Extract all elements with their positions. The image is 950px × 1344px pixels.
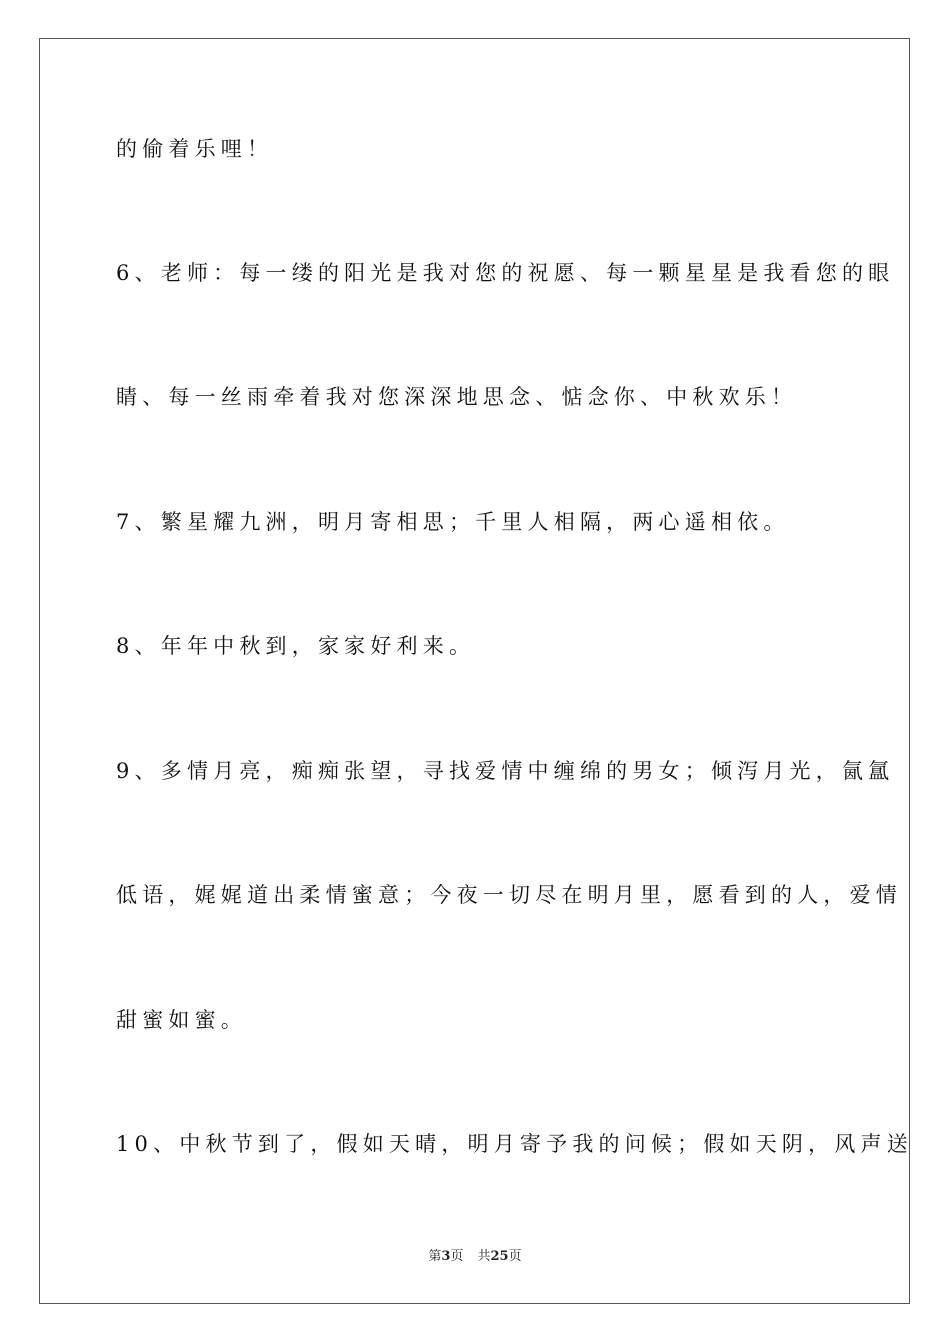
page-footer <box>0 1249 950 1265</box>
text-line-8: 甜蜜如蜜。 <box>116 1008 247 1032</box>
text-line-3: 睛、每一丝雨牵着我对您深深地思念、惦念你、中秋欢乐！ <box>116 385 798 409</box>
text-line-6: 9、多情月亮，痴痴张望，寻找爱情中缠绵的男女；倾泻月光，氤氲 <box>116 759 895 783</box>
page-number: 3 <box>441 1249 451 1264</box>
text-line-2: 6、老师：每一缕的阳光是我对您的祝愿、每一颗星星是我看您的眼 <box>116 261 895 285</box>
page-border <box>39 38 910 1304</box>
text-line-9: 10、中秋节到了，假如天晴，明月寄予我的问候；假如天阴，风声送 <box>116 1132 913 1156</box>
total-suffix: 页 <box>508 1249 522 1264</box>
text-line-5: 8、年年中秋到，家家好利来。 <box>116 634 476 658</box>
page-suffix: 页 <box>450 1249 464 1264</box>
total-prefix: 共 <box>477 1249 491 1264</box>
text-line-1: 的偷着乐哩！ <box>116 137 274 161</box>
total-pages: 25 <box>490 1249 509 1264</box>
text-line-4: 7、繁星耀九洲，明月寄相思；千里人相隔，两心遥相依。 <box>116 510 790 534</box>
text-line-7: 低语，娓娓道出柔情蜜意；今夜一切尽在明月里，愿看到的人，爱情 <box>116 883 902 907</box>
page-prefix: 第 <box>428 1249 442 1264</box>
